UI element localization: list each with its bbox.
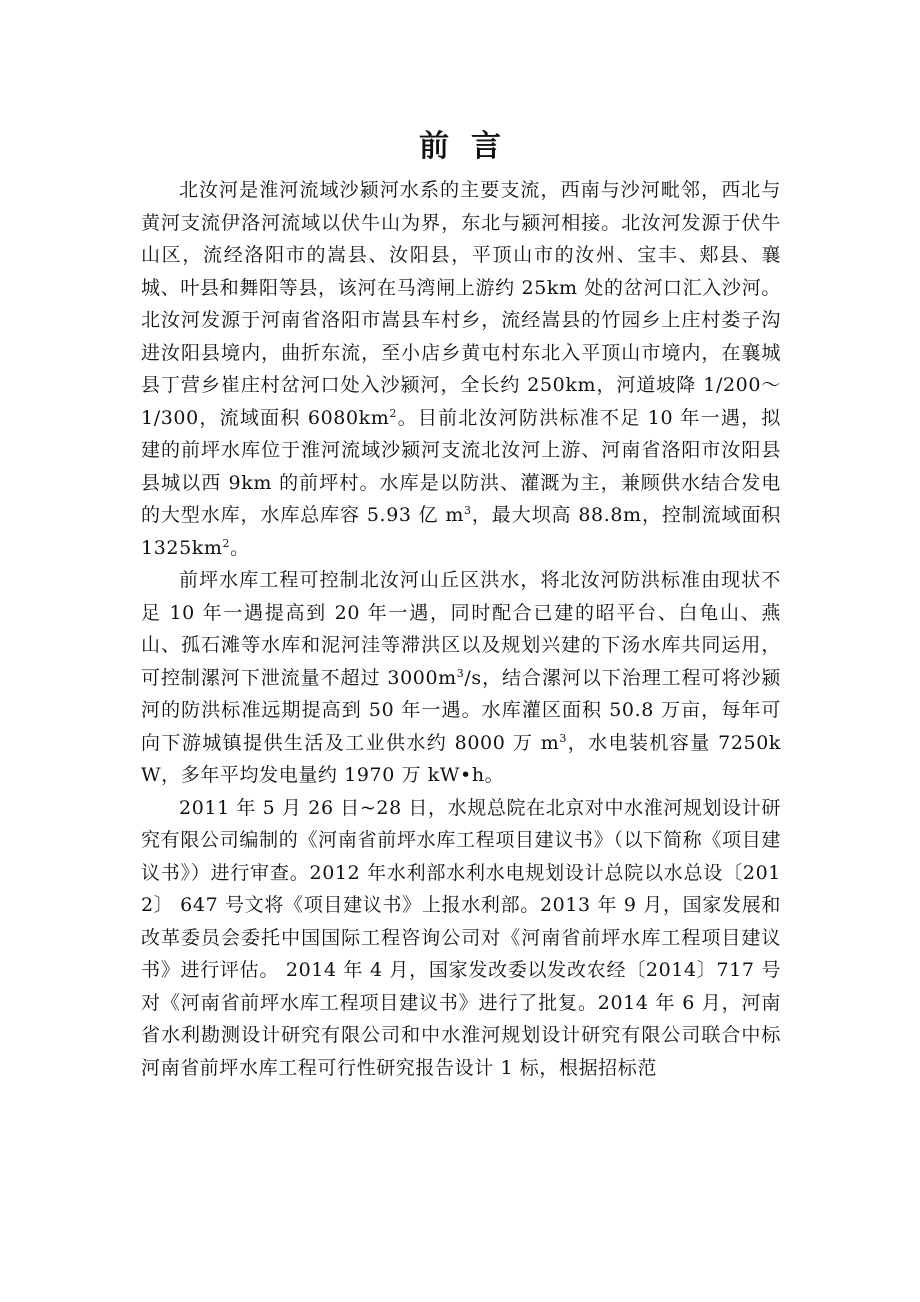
body-text [141, 174, 781, 1084]
text-segment: 。 [230, 536, 250, 559]
text-segment: ，最大坝高 88.8m，控制流域面积 1325km [141, 504, 781, 559]
text-segment: 2011 年 5 月 26 日~28 日，水规总院在北京对中水淮河规划设计研究有限公司编制的《河南省前坪水库工程项目建议书》（以下简称《项目建议书》）进行审查。2012 年水利部水利水电规划设计总院以水总设〔2012〕 647 号文将《项目建议书》上报水利部。2013 年 9 月，国家发展和改革委员会委托中国国际工程咨询公司对《河南省前坪水库工程项目建议书》进行评估。 2014 年 4 月，国家发改委以发改农经〔2014〕717 号对《河南省前坪水库工程项目建议书》进行了批复。2014 年 6 月，河南省水利勘测设计研究有限公司和中水淮河规划设计研究有限公司联合中标河南省前坪水库工程可行性研究报告设计 1 标，根据招标范 [141, 796, 781, 1079]
text-segment: 北汝河是淮河流域沙颍河水系的主要支流，西南与沙河毗邻，西北与黄河支流伊洛河流域以伏牛山为界，东北与颍河相接。北汝河发源于伏牛山区，流经洛阳市的嵩县、汝阳县，平顶山市的汝州、宝丰、郏县、襄城、叶县和舞阳等县，该河在马湾闸上游约 25km 处的岔河口汇入沙河。北汝河发源于河南省洛阳市嵩县车村乡，流经嵩县的竹园乡上庄村娄子沟进汝阳县境内，曲折东流，至小店乡黄屯村东北入平顶山市境内，在襄城县丁营乡崔庄村岔河口处入沙颍河，全长约 250km，河道坡降 1/200～1/300，流域面积 6080km [141, 179, 781, 429]
paragraph-3 [141, 792, 781, 1085]
superscript: 2 [222, 536, 231, 550]
paragraph-2 [141, 564, 781, 792]
superscript: 3 [463, 504, 472, 517]
text-segment: 。目前北汝河防洪标准不足 10 年一遇，拟建的前坪水库位于淮河流域沙颍河支流北汝河上游、河南省洛阳市汝阳县县城以西 9km 的前坪村。水库是以防洪、灌溉为主，兼顾供水结合发电的大型水库，水库总库容 5.93 亿 m [141, 406, 781, 526]
superscript: 3 [559, 731, 567, 745]
superscript: 3 [456, 666, 465, 680]
text-segment: ，水电装机容量 7250kW，多年平均发电量约 1970 万 kW•h。 [141, 731, 781, 786]
page-title: 前言 [419, 129, 523, 164]
paragraph-1 [141, 174, 781, 564]
text-segment: 前坪水库工程可控制北汝河山丘区洪水，将北汝河防洪标准由现状不足 10 年一遇提高到 20 年一遇，同时配合已建的昭平台、白龟山、燕山、孤石滩等水库和泥河洼等滞洪区以及规划兴建的下汤水库共同运用，可控制漯河下泄流量不超过 3000m [141, 569, 781, 689]
superscript: 2 [389, 406, 397, 420]
text-segment: /s，结合漯河以下治理工程可将沙颍河的防洪标准远期提高到 50 年一遇。水库灌区面积 50.8 万亩，每年可向下游城镇提供生活及工业供水约 8000 万 m [141, 666, 782, 754]
